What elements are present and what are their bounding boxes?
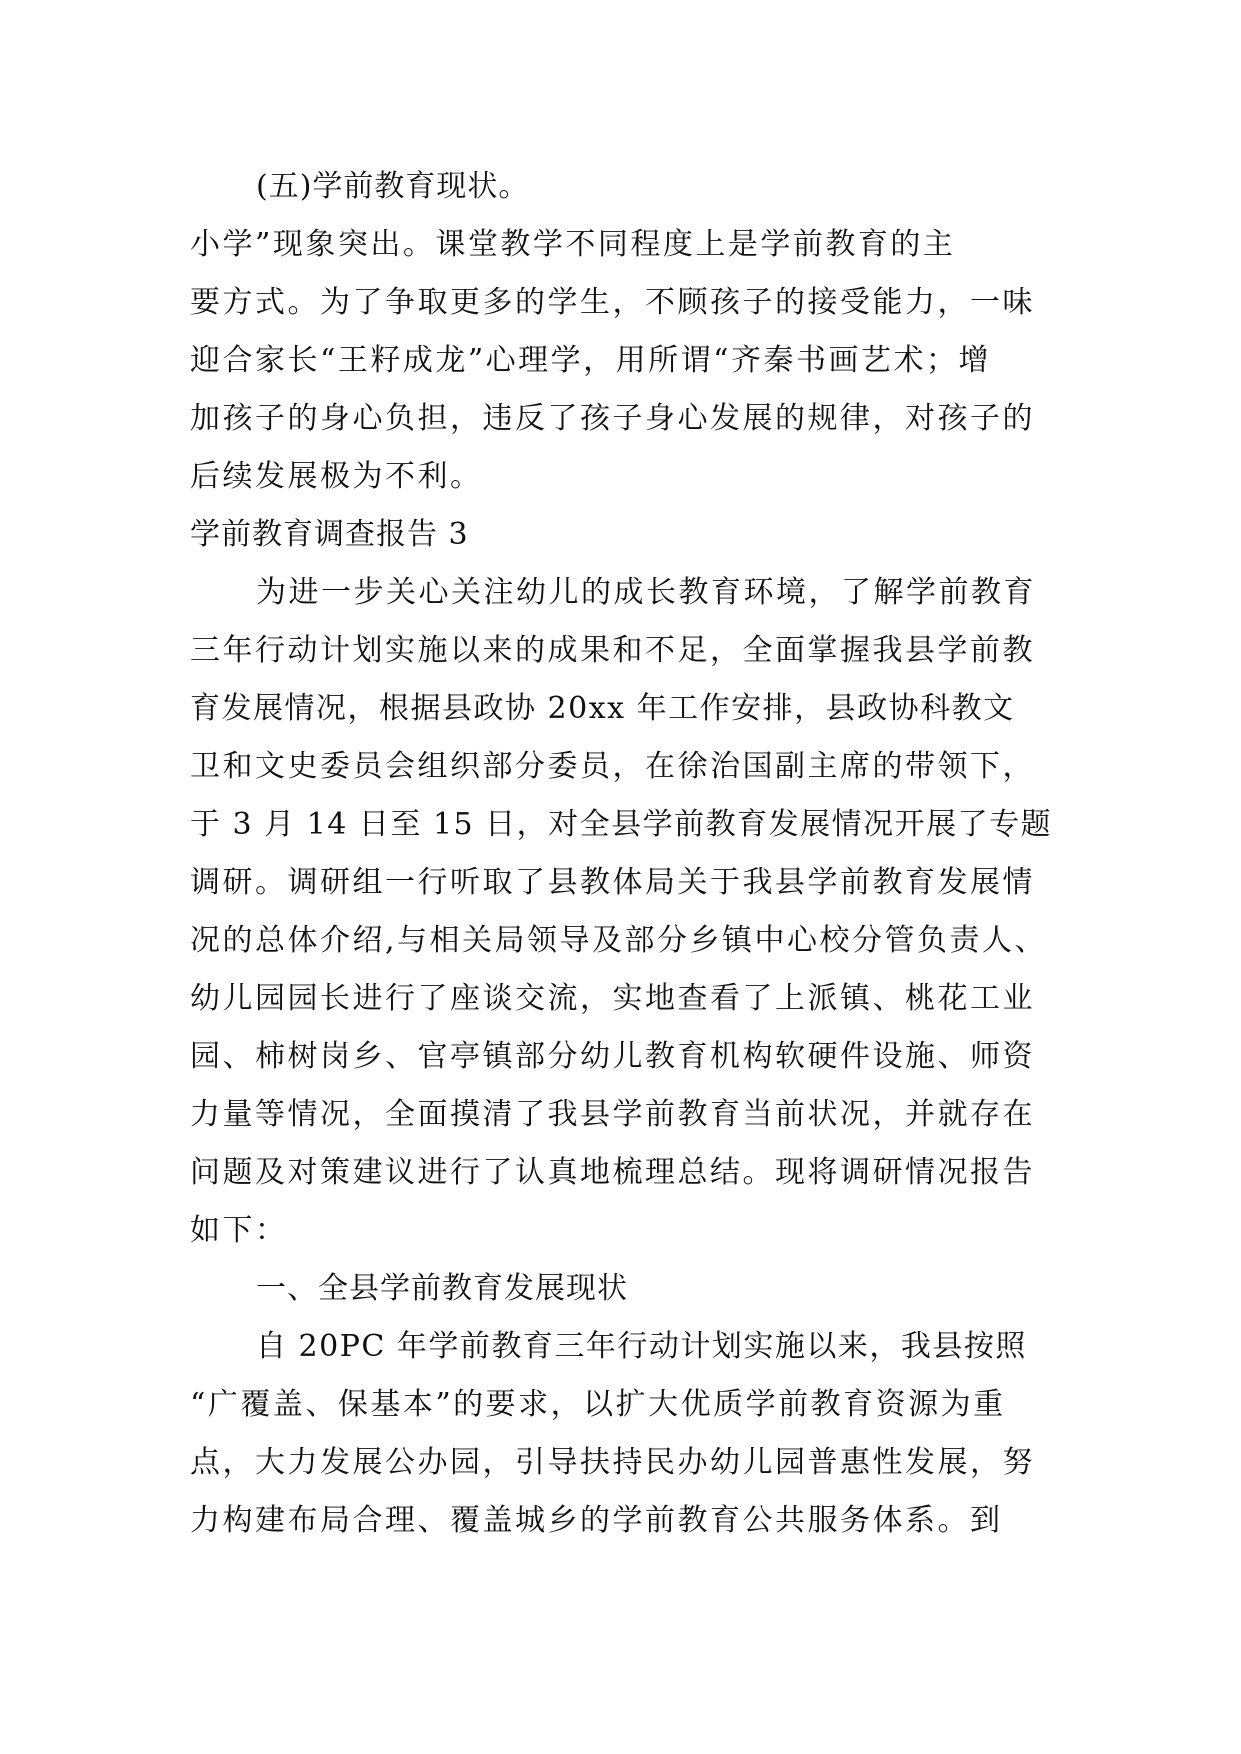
paragraph-line: 点，大力发展公办园，引导扶持民办幼儿园普惠性发展，努 — [190, 1445, 1035, 1480]
report-title: 学前教育调查报告 3 — [190, 517, 469, 552]
paragraph-line: 力构建布局合理、覆盖城乡的学前教育公共服务体系。到 — [190, 1503, 1003, 1538]
section-heading: 一、全县学前教育发展现状 — [256, 1271, 628, 1306]
document-body — [190, 158, 1053, 1550]
section-heading: (五)学前教育现状。 — [256, 169, 530, 204]
paragraph-line: “广覆盖、保基本”的要求，以扩大优质学前教育资源为重 — [190, 1387, 1006, 1422]
paragraph-line: 况的总体介绍,与相关局领导及部分乡镇中心校分管负责人、 — [190, 923, 1048, 958]
paragraph-line: 如下： — [190, 1213, 288, 1248]
paragraph-line: 迎合家长“王籽成龙”心理学，用所谓“齐秦书画艺术；增 — [190, 343, 992, 378]
paragraph-line: 调研。调研组一行听取了县教体局关于我县学前教育发展情 — [190, 865, 1035, 900]
paragraph-line: 要方式。为了争取更多的学生，不顾孩子的接受能力，一味 — [190, 285, 1035, 320]
paragraph-line: 力量等情况，全面摸清了我县学前教育当前状况，并就存在 — [190, 1097, 1035, 1132]
paragraph-line: 育发展情况，根据县政协 20xx 年工作安排，县政协科教文 — [190, 691, 1015, 726]
paragraph-line: 三年行动计划实施以来的成果和不足，全面掌握我县学前教 — [190, 633, 1035, 668]
paragraph-line: 后续发展极为不利。 — [190, 459, 483, 494]
paragraph-line: 于 3 月 14 日至 15 日，对全县学前教育发展情况开展了专题 — [190, 807, 1053, 842]
paragraph-line: 小学”现象突出。课堂教学不同程度上是学前教育的主 — [190, 227, 956, 262]
paragraph-line: 问题及对策建议进行了认真地梳理总结。现将调研情况报告 — [190, 1155, 1035, 1190]
paragraph-line: 幼儿园园长进行了座谈交流，实地查看了上派镇、桃花工业 — [190, 981, 1035, 1016]
paragraph-line: 园、柿树岗乡、官亭镇部分幼儿教育机构软硬件设施、师资 — [190, 1039, 1035, 1074]
paragraph-line: 加孩子的身心负担，违反了孩子身心发展的规律，对孩子的 — [190, 401, 1035, 436]
paragraph-line: 自 20PC 年学前教育三年行动计划实施以来，我县按照 — [256, 1329, 1027, 1364]
paragraph-line: 为进一步关心关注幼儿的成长教育环境，了解学前教育 — [256, 575, 1036, 610]
paragraph-line: 卫和文史委员会组织部分委员，在徐治国副主席的带领下， — [190, 749, 1035, 784]
